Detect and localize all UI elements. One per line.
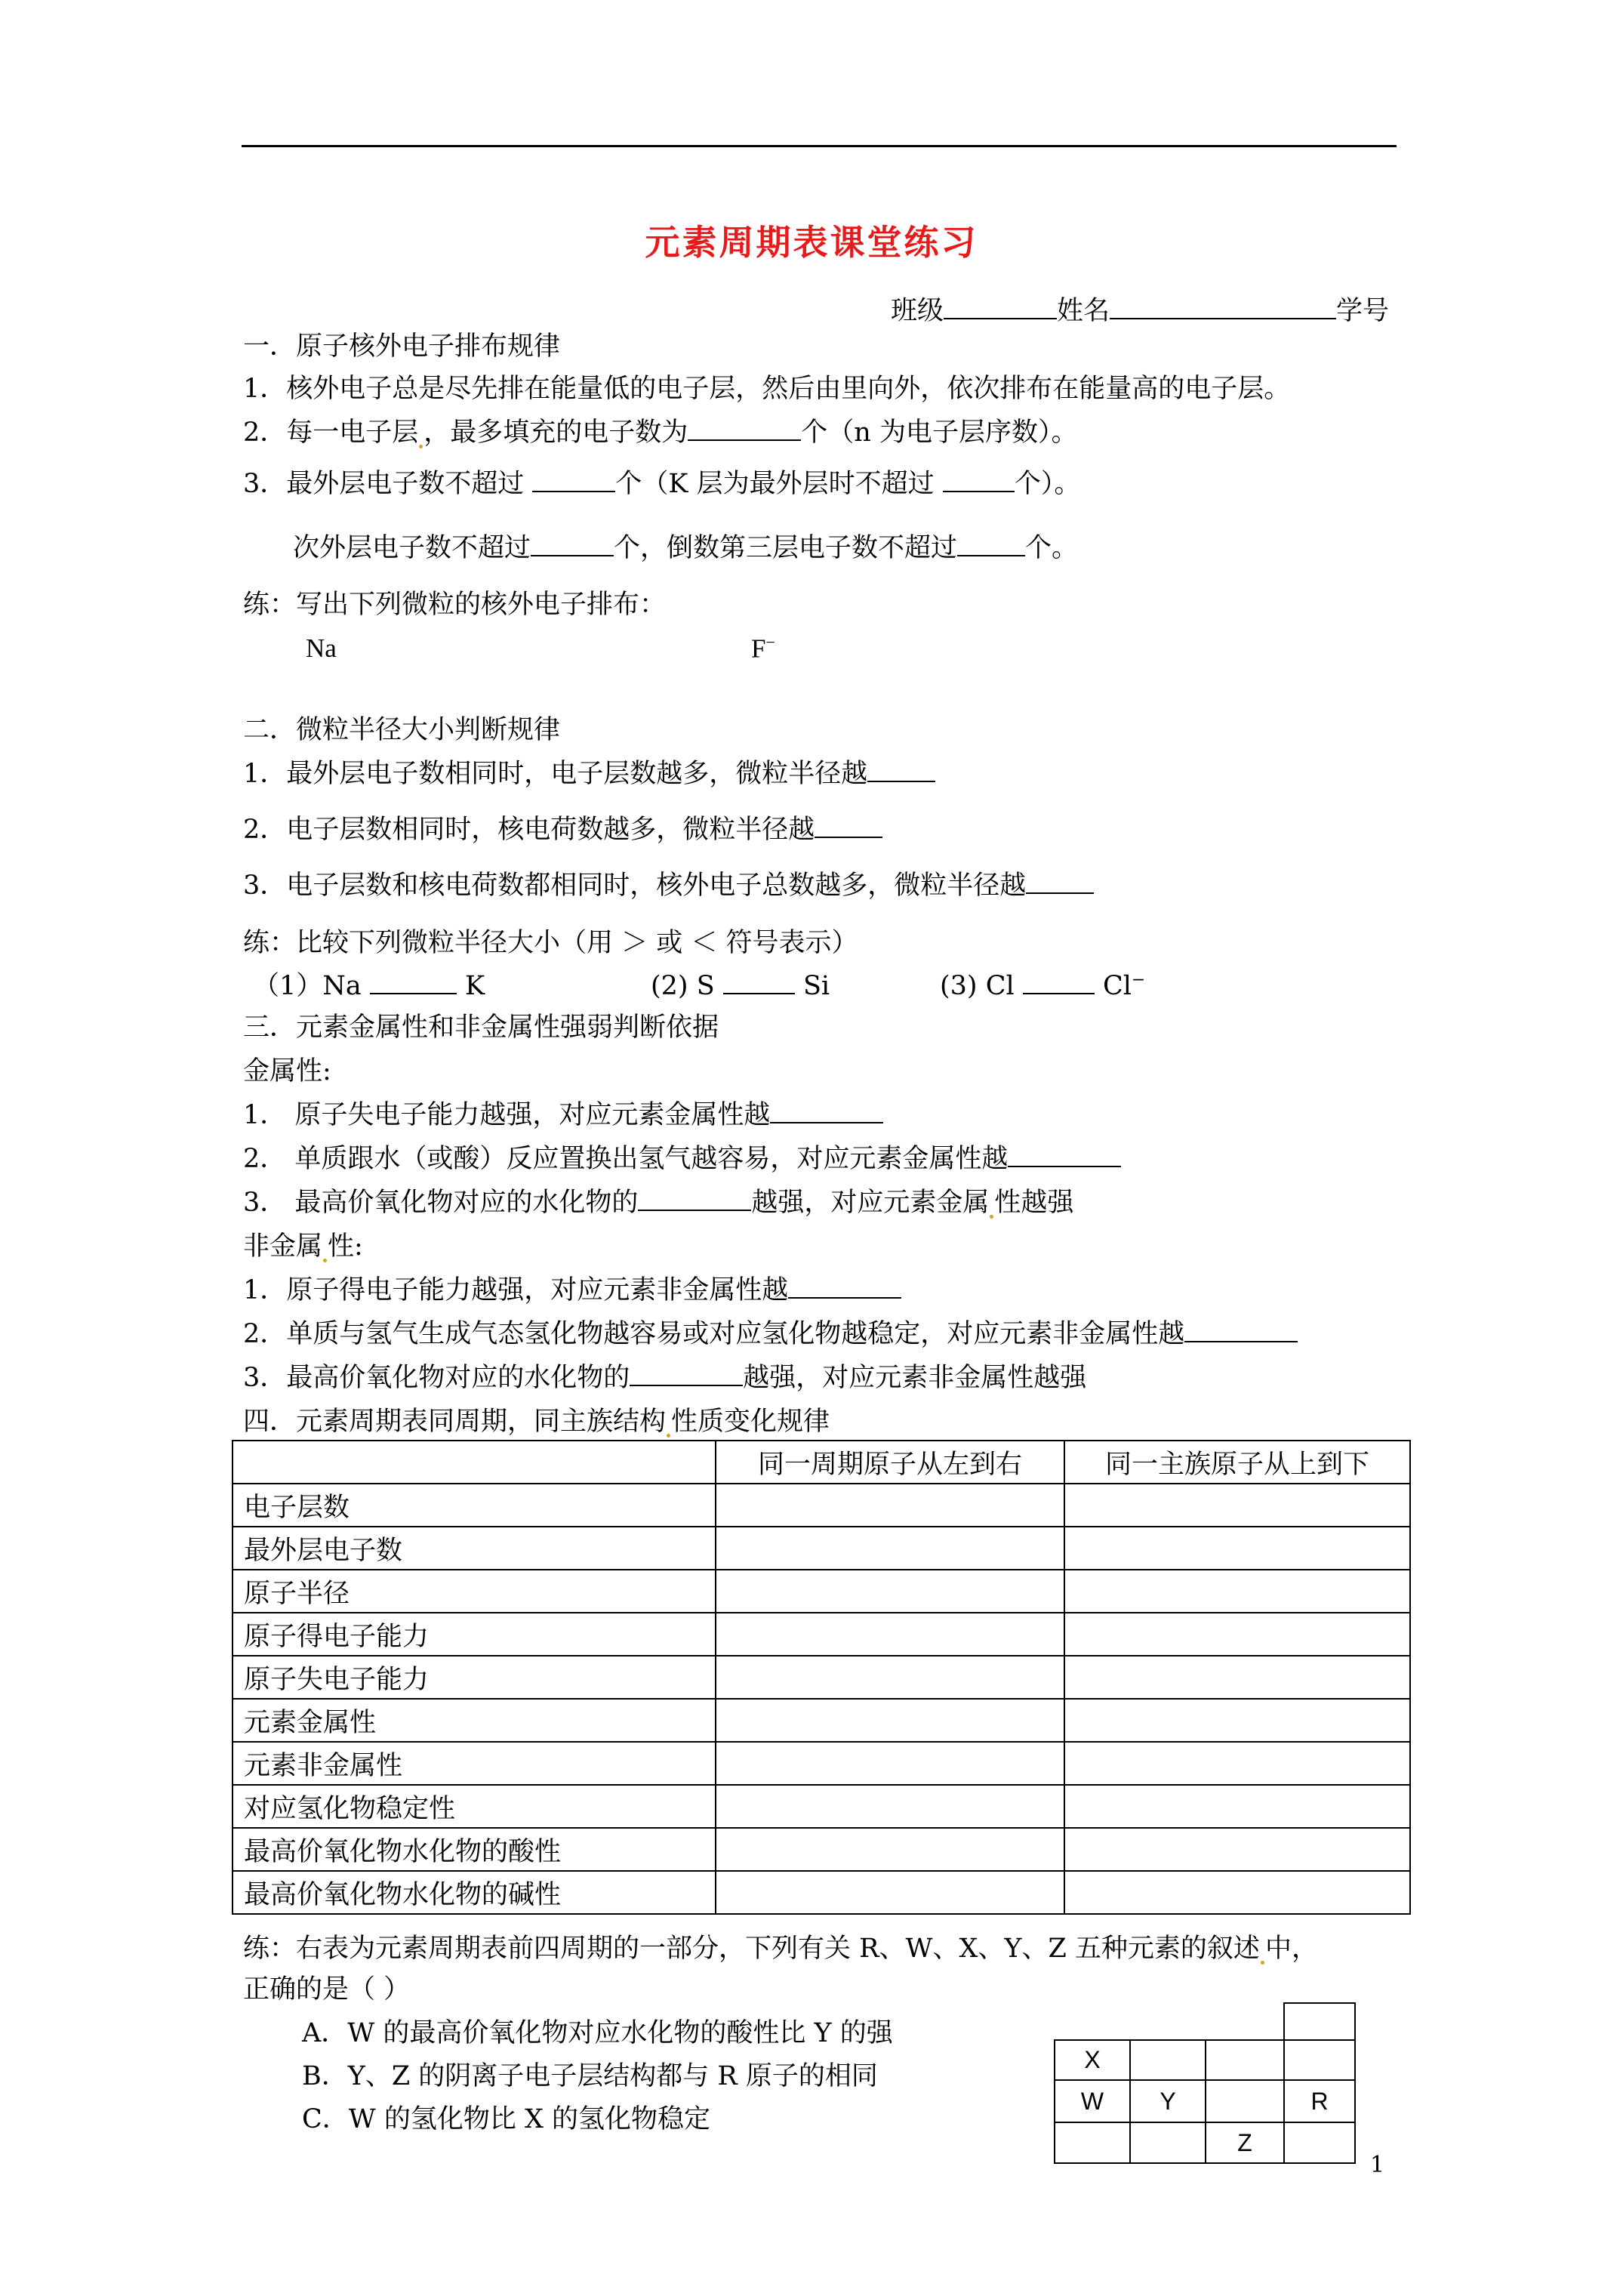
row-label: 元素非金属性 bbox=[233, 1742, 716, 1785]
particle-f bbox=[751, 633, 775, 665]
page-title: 元素周期表课堂练习 bbox=[645, 222, 978, 263]
grid-cell-empty bbox=[1283, 2039, 1356, 2081]
cmp3-post: Cl bbox=[1094, 971, 1132, 1001]
grid-cell-empty bbox=[1129, 2039, 1206, 2081]
nonmetal2-text: 2．单质与氢气生成气态氢化物越容易或对应氢化物越稳定，对应元素非金属性越 bbox=[243, 1319, 1185, 1349]
nonmetal3-blank[interactable] bbox=[630, 1362, 743, 1386]
cmp2-post: Si bbox=[794, 971, 830, 1001]
row-label: 最高价氧化物水化物的酸性 bbox=[233, 1828, 716, 1871]
cmp1-blank[interactable] bbox=[370, 970, 457, 994]
section2-rule1 bbox=[243, 758, 935, 790]
section1-exercise: 练：写出下列微粒的核外电子排布： bbox=[243, 590, 667, 620]
nonmetal3-post: 越强，对应元素非金属性越强 bbox=[743, 1363, 1087, 1393]
rule2-blank[interactable] bbox=[688, 417, 801, 441]
final-stem-line1 bbox=[243, 1933, 1318, 1965]
metal3-mid: 越强，对应元素金属 bbox=[751, 1188, 990, 1218]
answer-cell[interactable] bbox=[1064, 1699, 1410, 1742]
section1-rule3 bbox=[243, 468, 1080, 500]
nonmetal3-pre: 3．最高价氧化物对应的水化物的 bbox=[243, 1363, 630, 1393]
section3-heading: 三．元素金属性和非金属性强弱判断依据 bbox=[243, 1012, 719, 1043]
grid-cell-empty bbox=[1205, 2079, 1285, 2123]
section2-compare bbox=[253, 970, 485, 1002]
mark-dot bbox=[323, 1259, 327, 1262]
table-header-cell bbox=[233, 1441, 716, 1484]
rule3-blank-a[interactable] bbox=[532, 468, 615, 492]
cmp3-pre: (3) Cl bbox=[940, 971, 1023, 1001]
table-row bbox=[233, 1785, 1410, 1828]
rule3-post: 个）。 bbox=[1014, 469, 1081, 499]
cmp2-blank[interactable] bbox=[723, 970, 795, 994]
rule2-post: 个（n 为电子层序数）。 bbox=[801, 418, 1078, 448]
s2-rule1-text: 1．最外层电子数相同时，电子层数越多，微粒半径越 bbox=[243, 759, 868, 789]
stem1-text: 练：右表为元素周期表前四周期的一部分，下列有关 R、W、X、Y、Z 五种元素的叙述 bbox=[243, 1934, 1260, 1964]
metal3-blank[interactable] bbox=[638, 1187, 751, 1211]
answer-cell[interactable] bbox=[1064, 1656, 1410, 1699]
row-label: 对应氢化物稳定性 bbox=[233, 1785, 716, 1828]
section1-heading: 一．原子核外电子排布规律 bbox=[243, 331, 561, 362]
row-label: 原子得电子能力 bbox=[233, 1613, 716, 1656]
metal-rule3 bbox=[243, 1187, 1073, 1219]
table-header-cell: 同一周期原子从左到右 bbox=[716, 1441, 1064, 1484]
table-row bbox=[233, 1527, 1410, 1570]
section2-rule3 bbox=[243, 870, 1094, 901]
nonmetal1-text: 1．原子得电子能力越强，对应元素非金属性越 bbox=[243, 1275, 789, 1305]
rule4-blank-b[interactable] bbox=[957, 532, 1025, 556]
table-row bbox=[233, 1828, 1410, 1871]
grid-cell-r: R bbox=[1283, 2079, 1356, 2123]
mark-dot bbox=[1261, 1961, 1264, 1965]
rule3-pre: 3．最外层电子数不超过 bbox=[243, 469, 533, 499]
s2-rule3-text: 3．电子层数和核电荷数都相同时，核外电子总数越多，微粒半径越 bbox=[243, 871, 1027, 901]
section1-rule2 bbox=[243, 417, 1077, 448]
section2-rule2 bbox=[243, 814, 882, 846]
answer-cell[interactable] bbox=[716, 1656, 1064, 1699]
section2-heading: 二．微粒半径大小判断规律 bbox=[243, 715, 561, 745]
s2-rule3-blank[interactable] bbox=[1026, 870, 1094, 894]
row-label: 最外层电子数 bbox=[233, 1527, 716, 1570]
answer-cell[interactable] bbox=[716, 1484, 1064, 1527]
page-number: 1 bbox=[1370, 2152, 1385, 2178]
cmp3-blank[interactable] bbox=[1023, 970, 1095, 994]
s2-rule2-text: 2．电子层数相同时，核电荷数越多，微粒半径越 bbox=[243, 815, 815, 845]
nonmetal-rule1 bbox=[243, 1274, 901, 1306]
table-row bbox=[233, 1484, 1410, 1527]
answer-cell[interactable] bbox=[1064, 1613, 1410, 1656]
answer-cell[interactable] bbox=[1064, 1828, 1410, 1871]
section1-rule4 bbox=[293, 532, 1078, 564]
id-label: 学号 bbox=[1335, 296, 1389, 326]
answer-cell[interactable] bbox=[716, 1785, 1064, 1828]
nonmetal-rule2 bbox=[243, 1318, 1298, 1350]
s2-rule1-blank[interactable] bbox=[867, 758, 935, 782]
rule4-post: 个。 bbox=[1025, 533, 1079, 563]
option-a[interactable]: A．W 的最高价氧化物对应水化物的酸性比 Y 的强 bbox=[302, 2018, 893, 2048]
table-row bbox=[233, 1570, 1410, 1613]
row-label: 原子失电子能力 bbox=[233, 1656, 716, 1699]
table-row bbox=[233, 1656, 1410, 1699]
nonmetal-label-b: 性: bbox=[328, 1231, 363, 1262]
rule4-pre: 次外层电子数不超过 bbox=[293, 533, 531, 563]
grid-cell-empty bbox=[1129, 2122, 1206, 2164]
grid-cell-y: Y bbox=[1129, 2079, 1206, 2123]
row-label: 原子半径 bbox=[233, 1570, 716, 1613]
particle-f-charge: − bbox=[765, 633, 775, 652]
answer-cell[interactable] bbox=[716, 1570, 1064, 1613]
mark-dot bbox=[990, 1215, 993, 1219]
student-info bbox=[891, 290, 1389, 328]
table-row bbox=[233, 1742, 1410, 1785]
answer-cell[interactable] bbox=[716, 1527, 1064, 1570]
stem1-end: 中， bbox=[1264, 1934, 1318, 1964]
answer-cell[interactable] bbox=[1064, 1871, 1410, 1914]
table-row bbox=[233, 1871, 1410, 1914]
grid-cell-z: Z bbox=[1205, 2122, 1285, 2164]
s2-rule2-blank[interactable] bbox=[815, 814, 882, 838]
header-rule bbox=[242, 145, 1397, 147]
row-label: 元素金属性 bbox=[233, 1699, 716, 1742]
mark-dot bbox=[667, 1434, 670, 1438]
answer-cell[interactable] bbox=[1064, 1742, 1410, 1785]
particle-na: Na bbox=[306, 633, 337, 663]
rule3-blank-b[interactable] bbox=[943, 468, 1015, 492]
section1-rule1: 1．核外电子总是尽先排在能量低的电子层，然后由里向外，依次排布在能量高的电子层。 bbox=[243, 374, 1291, 404]
metal-rule2 bbox=[243, 1143, 1121, 1175]
class-label: 班级 bbox=[890, 296, 944, 326]
section4-heading bbox=[243, 1406, 830, 1438]
grid-cell-empty bbox=[1283, 2002, 1356, 2041]
nonmetal2-blank[interactable] bbox=[1184, 1318, 1298, 1342]
nonmetal-label-a: 非金属 bbox=[243, 1231, 323, 1262]
answer-cell[interactable] bbox=[1064, 1527, 1410, 1570]
grid-cell-empty bbox=[1283, 2122, 1356, 2164]
option-c[interactable]: C．W 的氢化物比 X 的氢化物稳定 bbox=[302, 2104, 711, 2134]
section2-exercise: 练：比较下列微粒半径大小（用 ＞ 或 ＜ 符号表示） bbox=[243, 928, 858, 958]
rule3-mid: 个（K 层为最外层时不超过 bbox=[615, 469, 943, 499]
option-b[interactable]: B．Y、Z 的阴离子电子层结构都与 R 原子的相同 bbox=[302, 2061, 878, 2091]
cmp1-post: K bbox=[456, 971, 485, 1001]
metal1-text: 1． 原子失电子能力越强，对应元素金属性越 bbox=[243, 1100, 771, 1130]
nonmetal-label bbox=[243, 1231, 363, 1262]
answer-cell[interactable] bbox=[1064, 1484, 1410, 1527]
metal3-pre: 3． 最高价氧化物对应的水化物的 bbox=[243, 1188, 639, 1218]
grid-cell-empty bbox=[1205, 2039, 1285, 2081]
answer-cell[interactable] bbox=[1064, 1570, 1410, 1613]
metal2-blank[interactable] bbox=[1008, 1143, 1121, 1167]
section2-compare-2 bbox=[651, 970, 830, 1002]
class-blank[interactable] bbox=[944, 295, 1057, 319]
mark-dot bbox=[419, 445, 423, 448]
table-header-cell: 同一主族原子从上到下 bbox=[1064, 1441, 1410, 1484]
nonmetal-rule3 bbox=[243, 1362, 1086, 1394]
section2-compare-3 bbox=[940, 970, 1145, 1002]
grid-cell-w: W bbox=[1054, 2079, 1131, 2123]
cmp2-pre: (2) S bbox=[651, 971, 723, 1001]
rule4-mid: 个，倒数第三层电子数不超过 bbox=[614, 533, 958, 563]
metal-rule1 bbox=[243, 1099, 883, 1131]
answer-cell[interactable] bbox=[716, 1828, 1064, 1871]
rule4-blank-a[interactable] bbox=[531, 532, 614, 556]
nonmetal1-blank[interactable] bbox=[788, 1274, 901, 1299]
row-label: 电子层数 bbox=[233, 1484, 716, 1527]
rule2-mid: ，最多填充的电子数为 bbox=[423, 418, 688, 448]
answer-cell[interactable] bbox=[716, 1742, 1064, 1785]
name-blank[interactable] bbox=[1110, 295, 1336, 319]
metal2-text: 2． 单质跟水（或酸）反应置换出氢气越容易，对应元素金属性越 bbox=[243, 1144, 1009, 1174]
particle-f-symbol: F bbox=[751, 633, 766, 664]
metal3-post: 性越强 bbox=[994, 1188, 1074, 1218]
table-row bbox=[233, 1613, 1410, 1656]
answer-cell[interactable] bbox=[716, 1871, 1064, 1914]
cmp3-charge: − bbox=[1131, 970, 1146, 990]
metal-label: 金属性: bbox=[243, 1056, 331, 1086]
section4-heading-b: 性质变化规律 bbox=[671, 1407, 830, 1437]
metal1-blank[interactable] bbox=[770, 1099, 883, 1123]
row-label: 最高价氧化物水化物的碱性 bbox=[233, 1871, 716, 1914]
answer-cell[interactable] bbox=[716, 1699, 1064, 1742]
rule2-pre: 2．每一电子层 bbox=[243, 418, 419, 448]
grid-cell-x: X bbox=[1054, 2039, 1131, 2081]
trend-table bbox=[232, 1440, 1411, 1915]
final-stem-line2: 正确的是（ ） bbox=[243, 1974, 411, 2005]
grid-cell-empty bbox=[1054, 2122, 1131, 2164]
name-label: 姓名 bbox=[1056, 296, 1110, 326]
answer-cell[interactable] bbox=[716, 1613, 1064, 1656]
answer-cell[interactable] bbox=[1064, 1785, 1410, 1828]
cmp1-pre: （1）Na bbox=[253, 971, 370, 1001]
table-header-row bbox=[233, 1441, 1410, 1484]
table-row bbox=[233, 1699, 1410, 1742]
section4-heading-a: 四．元素周期表同周期，同主族结构 bbox=[243, 1407, 667, 1437]
